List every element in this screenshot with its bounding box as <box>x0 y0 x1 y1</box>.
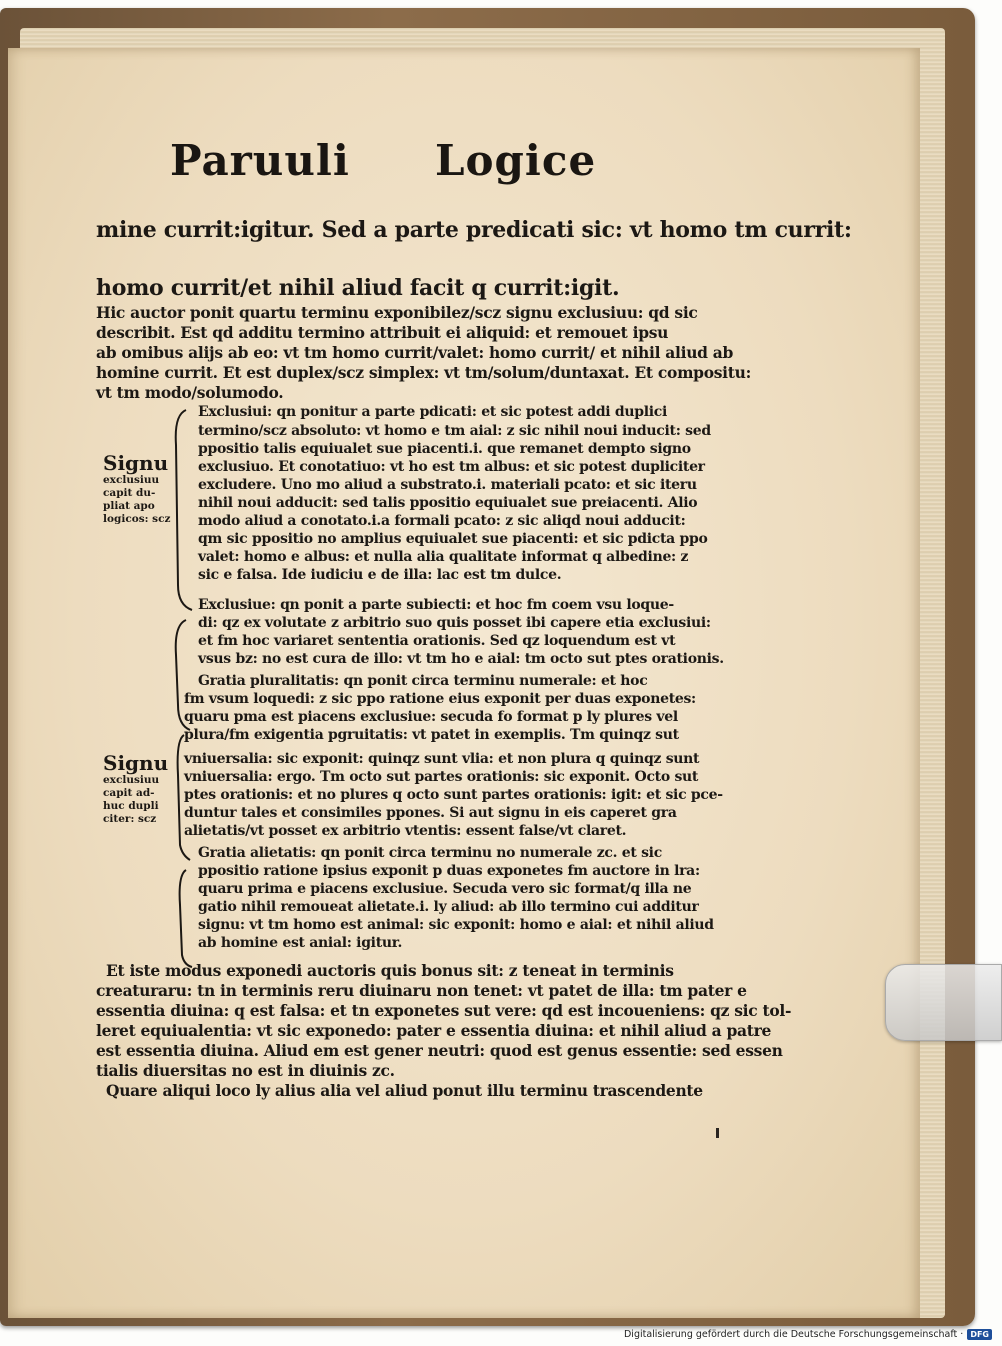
text-line: Exclusiue: qn ponit a parte subiecti: et hoc fm coem vsu loque- <box>198 597 674 613</box>
text-line: est essentia diuina. Aliud em est gener neutri: quod est genus essentie: sed essen <box>96 1041 783 1060</box>
heading-word-1: Paruuli <box>170 136 350 185</box>
text-line: Gratia alietatis: qn ponit circa terminu no numerale zc. et sic <box>198 845 662 861</box>
text-line: plura/fm exigentia pgruitatis: vt patet in exemplis. Tm quinqz sut <box>184 727 679 743</box>
text-line: vsus bz: no est cura de illo: vt tm ho e aial: tm octo sut ptes orationis. <box>198 651 724 667</box>
text-line: modo aliud a conotato.i.a formali pcato: z sic aliqd noui adducit: <box>198 513 686 529</box>
text-line: qm sic ppositio no amplius equiualet sue piacenti: et sic pdicta ppo <box>198 531 708 547</box>
text-line: duntur tales et consimiles ppones. Si aut signu in eis caperet gra <box>184 805 677 821</box>
text-line: exclusiuo. Et conotatiuo: vt ho est tm albus: et sic potest dupliciter <box>198 459 705 475</box>
dfg-logo: DFG <box>967 1329 992 1340</box>
text-line: et fm hoc variaret sententia orationis. Sed qz loquendum est vt <box>198 633 676 649</box>
heading-word-2: Logice <box>435 136 597 185</box>
text-line: vt tm modo/solumodo. <box>96 383 284 402</box>
bookmark-tab[interactable] <box>885 964 1002 1041</box>
text-line: creaturaru: tn in terminis reru diuinaru non tenet: vt patet de illa: tm pater e <box>96 981 747 1000</box>
bracket-lines <box>164 405 204 975</box>
text-line: mine currit:igitur. Sed a parte predicati sic: vt homo tm currit: <box>96 217 852 243</box>
text-line: termino/scz absoluto: vt homo e tm aial: z sic nihil noui inducit: sed <box>198 423 711 439</box>
text-line: valet: homo e albus: et nulla alia qualitate informat q albedine: z <box>198 549 689 565</box>
text-line: quaru prima e piacens exclusiue. Secuda vero sic format/q illa ne <box>198 881 692 897</box>
text-line: signu: vt tm homo est animal: sic exponit: homo e aial: et nihil aliud <box>198 917 714 933</box>
signature-mark <box>716 1128 719 1138</box>
footer-credit <box>624 1326 992 1342</box>
text-line: nihil noui adducit: sed talis ppositio equiualet sue preiacenti. Alio <box>198 495 698 511</box>
text-line: excludere. Uno mo aliud a substrato.i. materiali pcato: et sic iteru <box>198 477 697 493</box>
text-line: quaru pma est piacens exclusiue: secuda fo format p ly plures vel <box>184 709 678 725</box>
text-line: alietatis/vt posset ex arbitrio vtentis: essent false/vt claret. <box>184 823 627 839</box>
text-line: vniuersalia: sic exponit: quinqz sunt vlia: et non plura q quinqz sunt <box>184 751 700 767</box>
text-line: ptes orationis: et no plures q octo sunt partes orationis: igit: et sic pce- <box>184 787 723 803</box>
text-line: ppositio talis equiualet sue piacenti.i. que remanet dempto signo <box>198 441 691 457</box>
text-line: Quare aliqui loco ly alius alia vel aliud ponut illu terminu trascendente <box>106 1081 703 1100</box>
text-line: ab omibus alijs ab eo: vt tm homo currit/valet: homo currit/ et nihil aliud ab <box>96 343 734 362</box>
margin-note-1-head: Signu <box>103 451 169 475</box>
text-line: Hic auctor ponit quartu terminu exponibilez/scz signu exclusiuu: qd sic <box>96 303 698 322</box>
text-line: gatio nihil remoueat alietate.i. ly aliud: ab illo termino cui additur <box>198 899 699 915</box>
text-line: leret equiualentia: vt sic exponedo: pater e essentia diuina: et nihil aliud a patre <box>96 1021 772 1040</box>
footer-text: Digitalisierung gefördert durch die Deutsche Forschungsgemeinschaft · <box>623 1328 964 1340</box>
text-line: homine currit. Et est duplex/scz simplex: vt tm/solum/duntaxat. Et compositu: <box>96 363 752 382</box>
text-line: homo currit/et nihil aliud facit q currit:igit. <box>96 275 620 301</box>
margin-note-1-body: exclusiuu capit du- pliat apo logicos: scz <box>103 474 171 525</box>
text-line: ppositio ratione ipsius exponit p duas exponetes fm auctore in lra: <box>198 863 700 879</box>
text-line: ab homine est anial: igitur. <box>198 935 403 951</box>
text-line: describit. Est qd additu termino attribuit ei aliquid: et remouet ipsu <box>96 323 669 342</box>
text-line: vniuersalia: ergo. Tm octo sut partes orationis: sic exponit. Octo sut <box>184 769 699 785</box>
text-line: fm vsum loquedi: z sic ppo ratione eius exponit per duas exponetes: <box>184 691 696 707</box>
running-heading <box>170 128 597 198</box>
text-line: tialis diuersitas no est in diuinis zc. <box>96 1061 395 1080</box>
text-line: Exclusiui: qn ponitur a parte pdicati: et sic potest addi duplici <box>198 404 668 420</box>
text-line: di: qz ex volutate z arbitrio suo quis posset ibi capere etia exclusiui: <box>198 615 711 631</box>
text-line: Et iste modus exponedi auctoris quis bonus sit: z teneat in terminis <box>106 961 674 980</box>
margin-note-2-head: Signu <box>103 751 169 775</box>
margin-note-2-body: exclusiuu capit ad- huc dupli citer: scz <box>103 774 160 825</box>
text-line: Gratia pluralitatis: qn ponit circa terminu numerale: et hoc <box>198 673 648 689</box>
text-line: essentia diuina: q est falsa: et tn exponetes sut vere: qd est incoueniens: qz sic tol- <box>96 1001 792 1020</box>
text-line: sic e falsa. Ide iudiciu e de illa: lac est tm dulce. <box>198 567 562 583</box>
